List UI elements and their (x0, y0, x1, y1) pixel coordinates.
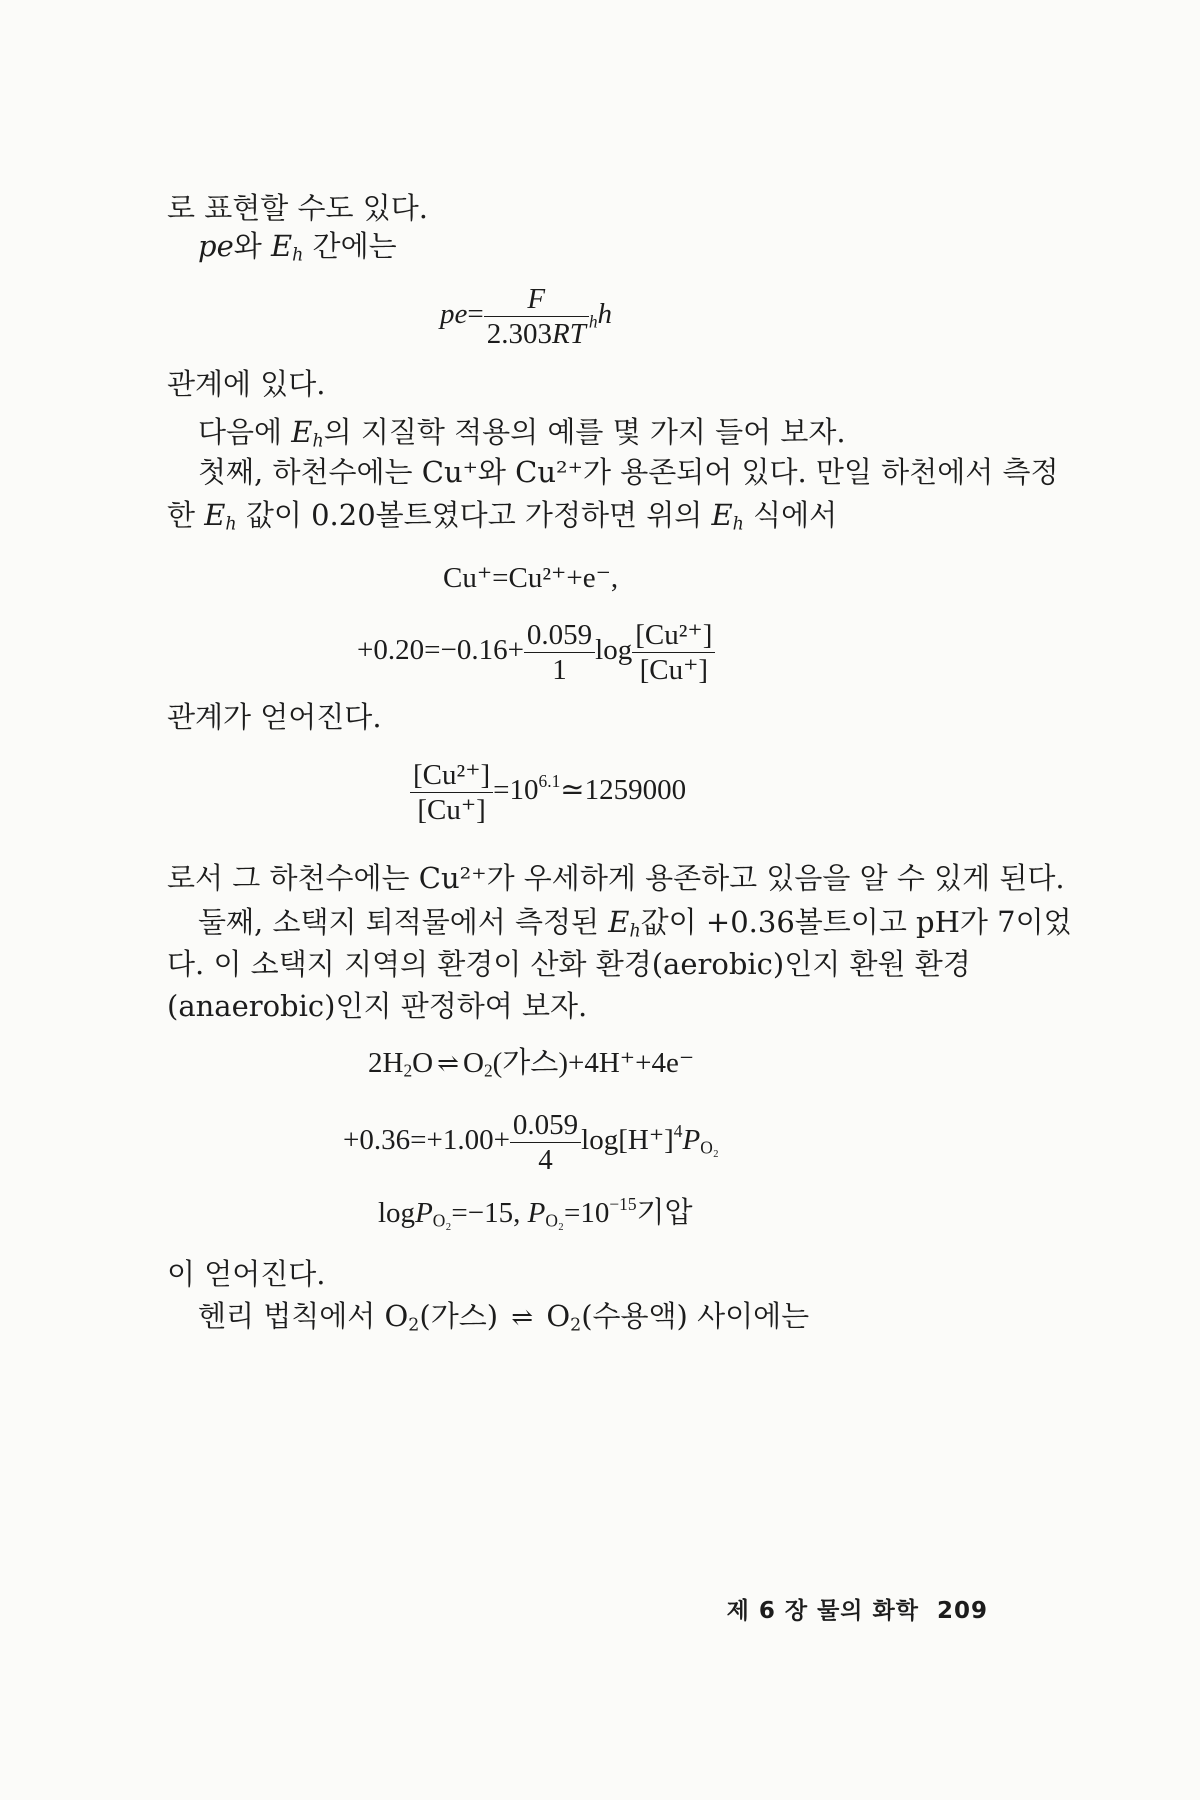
text-line: (anaerobic)인지 판정하여 보자. (167, 989, 588, 1023)
equation-water-oxidation: $2H_2O$ ⇌ $O_2$(가스)+4H⁺+4e⁻ (368, 1047, 695, 1081)
text-line: 로 표현할 수도 있다. (167, 191, 428, 225)
text-line: 로서 그 하천수에는 Cu²⁺가 우세하게 용존하고 있음을 알 수 있게 된다. (167, 861, 1065, 895)
text-line: 둘째, 소택지 퇴적물에서 측정된 $E_h$값이 +0.36볼트이고 pH가 7이었 (198, 905, 1072, 942)
page-number: 209 (936, 1598, 988, 1624)
equation-pe: pe= $\frac{F}{2.303RT}$ $_h$h (440, 283, 613, 350)
text-line: 다음에 $E_h$의 지질학 적용의 예를 몇 가지 들어 보자. (198, 415, 846, 452)
equilibrium-arrow-icon: ⇌ (511, 1303, 534, 1333)
equation-nernst-cu: +0.20=−0.16+ $\frac{0.059}{1}$ log $\frac{\text{[Cu²⁺]}}{[Cu^+]}$ (357, 618, 715, 687)
text-line: 다. 이 소택지 지역의 환경이 산화 환경(aerobic)인지 환원 환경 (167, 947, 971, 981)
text-line: 이 얻어진다. (167, 1257, 326, 1291)
page-footer (727, 1592, 988, 1625)
text-line: 한 $E_h$ 값이 0.20볼트였다고 가정하면 위의 $E_h$ 식에서 (167, 498, 838, 535)
text-line: 첫째, 하천수에는 Cu⁺와 Cu²⁺가 용존되어 있다. 만일 하천에서 측정 (198, 455, 1059, 489)
equation-nernst-o2: +0.36=+1.00+ $\frac{0.059}{4}$ $\log[H^+]^4P_{O_2}$ (343, 1109, 719, 1176)
chapter-title: 제 6 장 물의 화학 (726, 1598, 919, 1624)
fraction: $\frac{F}{2.303RT}$ (484, 282, 589, 351)
text-line: 관계가 얻어진다. (167, 700, 382, 734)
equilibrium-arrow-icon: ⇌ (437, 1049, 459, 1078)
equation-ratio: $\frac{\text{[Cu²⁺]}}{[Cu^+]}$ $=10^{6.1}≃1259000$ (410, 758, 686, 827)
text-line: pe와 $E_h$ 간에는 (198, 229, 397, 266)
text-line: 관계에 있다. (167, 367, 326, 401)
equation-cu-reaction: Cu⁺=Cu²⁺+e⁻, (443, 562, 619, 594)
text-line: 헨리 법칙에서 $O_2$(가스) ⇌ $O_2$(수용액) 사이에는 (198, 1296, 809, 1338)
equation-po2: logP$_{O_2}$=−15, $P_{O_2}=10^{-15}$기압 (378, 1193, 693, 1231)
pe-symbol: pe (198, 229, 234, 263)
